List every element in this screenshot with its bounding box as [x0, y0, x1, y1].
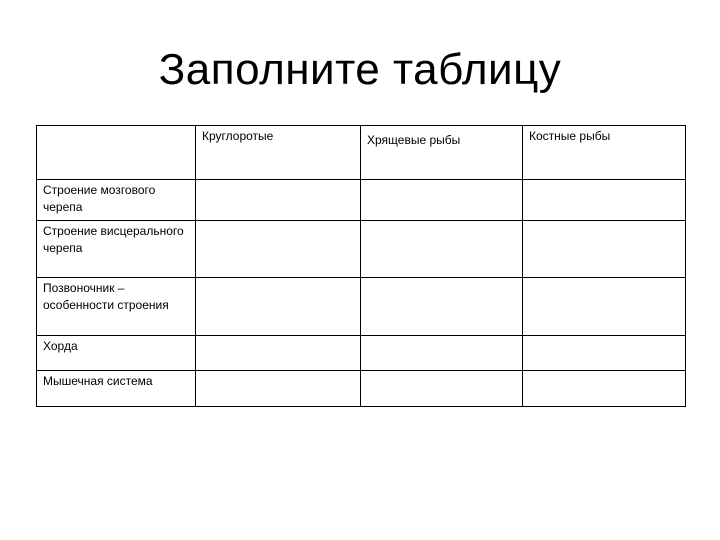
row-label: Строение висцерального черепа [37, 221, 196, 278]
column-header-bony-fish: Костные рыбы [523, 126, 686, 180]
table-cell[interactable] [523, 371, 686, 407]
table-cell[interactable] [361, 180, 523, 221]
table-cell[interactable] [361, 371, 523, 407]
row-label: Мышечная система [37, 371, 196, 407]
column-header-cyclostomes: Круглоротые [196, 126, 361, 180]
column-header-cartilaginous-fish: Хрящевые рыбы [361, 126, 523, 180]
table-row [37, 221, 686, 278]
row-label: Строение мозгового черепа [37, 180, 196, 221]
table-row [37, 278, 686, 336]
fill-in-table [36, 125, 686, 407]
table-cell[interactable] [196, 371, 361, 407]
row-label: Хорда [37, 336, 196, 371]
table-cell[interactable] [523, 278, 686, 336]
table-row [37, 180, 686, 221]
table-cell[interactable] [523, 221, 686, 278]
table-header-row [37, 126, 686, 180]
table-cell[interactable] [196, 221, 361, 278]
header-corner-cell [37, 126, 196, 180]
table-row [37, 371, 686, 407]
table-cell[interactable] [196, 336, 361, 371]
table-cell[interactable] [361, 336, 523, 371]
table-cell[interactable] [523, 336, 686, 371]
table-cell[interactable] [196, 278, 361, 336]
table-row [37, 336, 686, 371]
table-cell[interactable] [196, 180, 361, 221]
row-label: Позвоночник – особенности строения [37, 278, 196, 336]
page-title: Заполните таблицу [158, 45, 562, 94]
table-cell[interactable] [361, 278, 523, 336]
table-cell[interactable] [523, 180, 686, 221]
table-cell[interactable] [361, 221, 523, 278]
